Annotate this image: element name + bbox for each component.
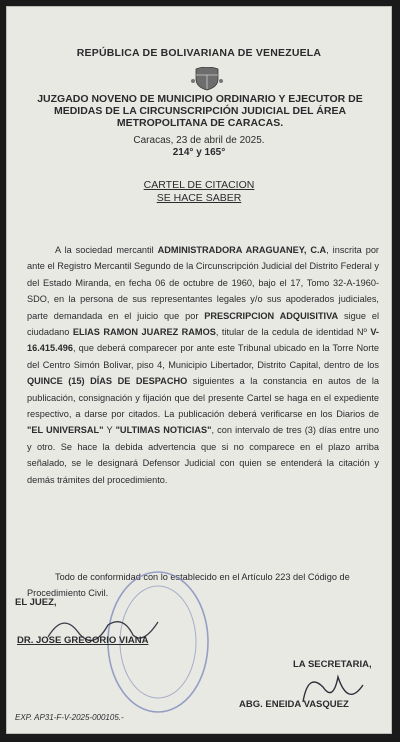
body-text-5: , que deberá comparecer por ante este Tribunal ubicado en la Torre Norte del Centro Simón Bolivar, piso 4, Municipio Libertador, Distrito Capital, dentro de los [27, 343, 379, 370]
newspaper-1: "EL UNIVERSAL" [27, 425, 104, 436]
court-line-2: MEDIDAS DE LA CIRCUNSCRIPCIÓN JUDICIAL DEL ÁREA [53, 105, 347, 117]
plaintiff-name: ELIAS RAMON JUAREZ RAMOS [72, 327, 216, 338]
coat-of-arms-icon [190, 67, 224, 91]
secretary-name: ABG. ENEIDA VASQUEZ [239, 699, 349, 710]
court-line-3: METROPOLITANA DE CARACAS. [116, 117, 284, 129]
body-text-1: A la sociedad mercantil [55, 245, 158, 255]
court-line-1: JUZGADO NOVENO DE MUNICIPIO ORDINARIO Y EJECUTOR DE [37, 93, 363, 105]
body-text-3: sigue el ciudadano [27, 310, 379, 338]
title-line-1: CARTEL DE CITACION [143, 179, 255, 191]
summons-paragraph [27, 242, 379, 488]
body-text-8: , con intervalo de tres (3) días entre uno y otro. Se hace la debida advertencia que si no comparece en el plazo arriba señalado, se le designará Defensor Judicial con quien se entenderá la citación y demás trámites del procedimiento. [27, 425, 379, 485]
years-line: 214° y 165° [172, 147, 226, 158]
id-number: V- 16.415.496 [27, 327, 379, 354]
judge-title: EL JUEZ, [15, 597, 57, 608]
body-text-4: , titular de la cedula de identidad Nº [215, 327, 371, 338]
file-number: EXP. AP31-F-V-2025-000105.- [15, 713, 124, 722]
body-text-6: siguientes a la constancia en autos de la publicación, consignación y fijación que del presente Cartel se haga en el expediente respectivo, a darse por citados. La publicación deberá verificarse en los Diarios de [27, 376, 379, 420]
closing-paragraph: Todo de conformidad con lo establecido en el Artículo 223 del Código de Procedimiento Civil. [27, 572, 350, 598]
document-title [7, 179, 391, 205]
date-line: Caracas, 23 de abril de 2025. [133, 135, 265, 146]
document-page [6, 6, 392, 734]
secretary-title: LA SECRETARIA, [293, 659, 372, 670]
republic-heading: REPÚBLICA DE BOLIVARIANA DE VENEZUELA [76, 47, 322, 59]
court-heading [27, 93, 373, 129]
claim-type: PRESCRIPCION ADQUISITIVA [204, 310, 339, 321]
body-text-7: Y [103, 425, 116, 436]
newspaper-2: "ULTIMAS NOTICIAS" [115, 425, 212, 436]
term-period: QUINCE (15) DÍAS DE DESPACHO [27, 376, 188, 387]
judge-name: DR. JOSE GREGORIO VIANA [17, 635, 149, 646]
title-line-2: SE HACE SABER [156, 192, 242, 204]
date-block [7, 135, 391, 159]
company-name: ADMINISTRADORA ARAGUANEY, C.A [157, 245, 327, 255]
body-text-2: , inscrita por ante el Registro Mercantil Segundo de la Circunscripción Judicial del Distrito Federal y del Estado Miranda, en fecha 06 de octubre de 1960, bajo el 17, Tomo 32-A-1960-SDO, en la persona de sus representantes legales y/o sus apoderados judiciales, parte demandada en el juicio que por [27, 245, 379, 321]
